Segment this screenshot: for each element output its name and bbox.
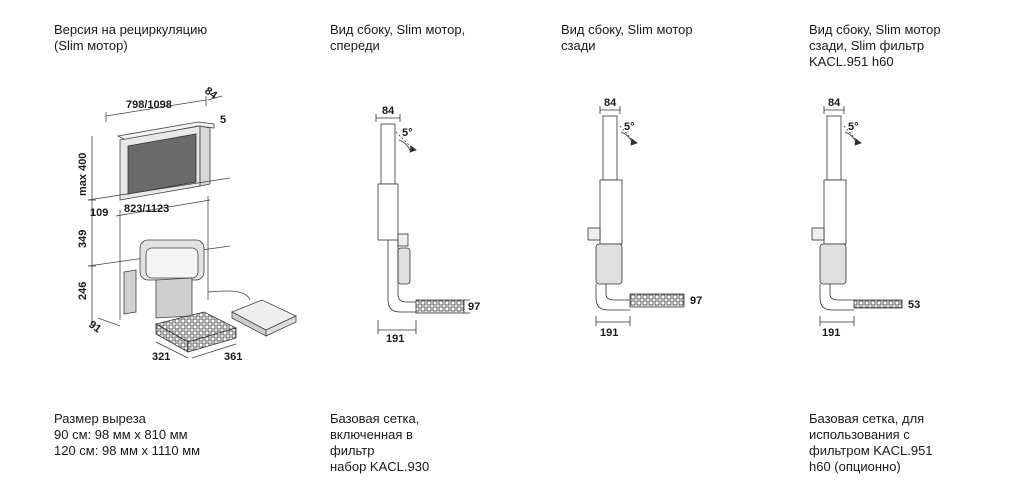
side3-dim-top: 84 [828, 97, 841, 109]
col4-title: Вид сбоку, Slim мотор сзади, Slim фильтр KACL.951 h60 [809, 22, 941, 69]
col3-title: Вид сбоку, Slim мотор сзади [561, 22, 693, 53]
main-isometric-drawing [88, 96, 296, 358]
dim-width-mid: 823/1123 [124, 203, 170, 215]
col2-note: Базовая сетка, включенная в фильтр набор KACL.930 [330, 411, 430, 474]
side1-dim-bottom: 191 [386, 333, 405, 345]
side2-dim-bottom: 191 [600, 327, 619, 339]
col1-title: Версия на рециркуляцию (Slim мотор) [54, 22, 208, 53]
dim-side-109: 109 [90, 207, 109, 219]
dim-width-top: 798/1098 [126, 99, 172, 111]
side2-dim-grid-h: 97 [690, 295, 703, 307]
side3-dim-angle: 5° [848, 121, 859, 133]
side-view-slim-filter [812, 106, 902, 326]
col2-title: Вид сбоку, Slim мотор, спереди [330, 22, 466, 53]
col1-note: Размер выреза 90 см: 98 мм x 810 мм 120 см: 98 мм x 1110 мм [54, 411, 201, 458]
side1-dim-angle: 5° [402, 127, 413, 139]
col4-note: Базовая сетка, для использования с фильтром KACL.951 h60 (опционно) [809, 411, 933, 474]
dim-depth-top: 84 [202, 84, 220, 102]
side-view-rear [588, 106, 684, 326]
dim-h246: 246 [77, 281, 89, 300]
dim-offset: 5 [220, 114, 227, 126]
dim-d91: 91 [86, 318, 104, 336]
dim-h349: 349 [77, 229, 89, 248]
side2-dim-angle: 5° [624, 121, 635, 133]
dim-grid-w: 321 [152, 351, 171, 363]
dim-max-height: max 400 [77, 152, 89, 196]
side1-dim-top: 84 [382, 105, 395, 117]
side3-dim-slim-h: 53 [908, 299, 921, 311]
side2-dim-top: 84 [604, 97, 617, 109]
side3-dim-bottom: 191 [822, 327, 841, 339]
side-view-front [376, 114, 470, 334]
side1-dim-grid-h: 97 [468, 301, 481, 313]
dim-grid-d: 361 [224, 351, 243, 363]
